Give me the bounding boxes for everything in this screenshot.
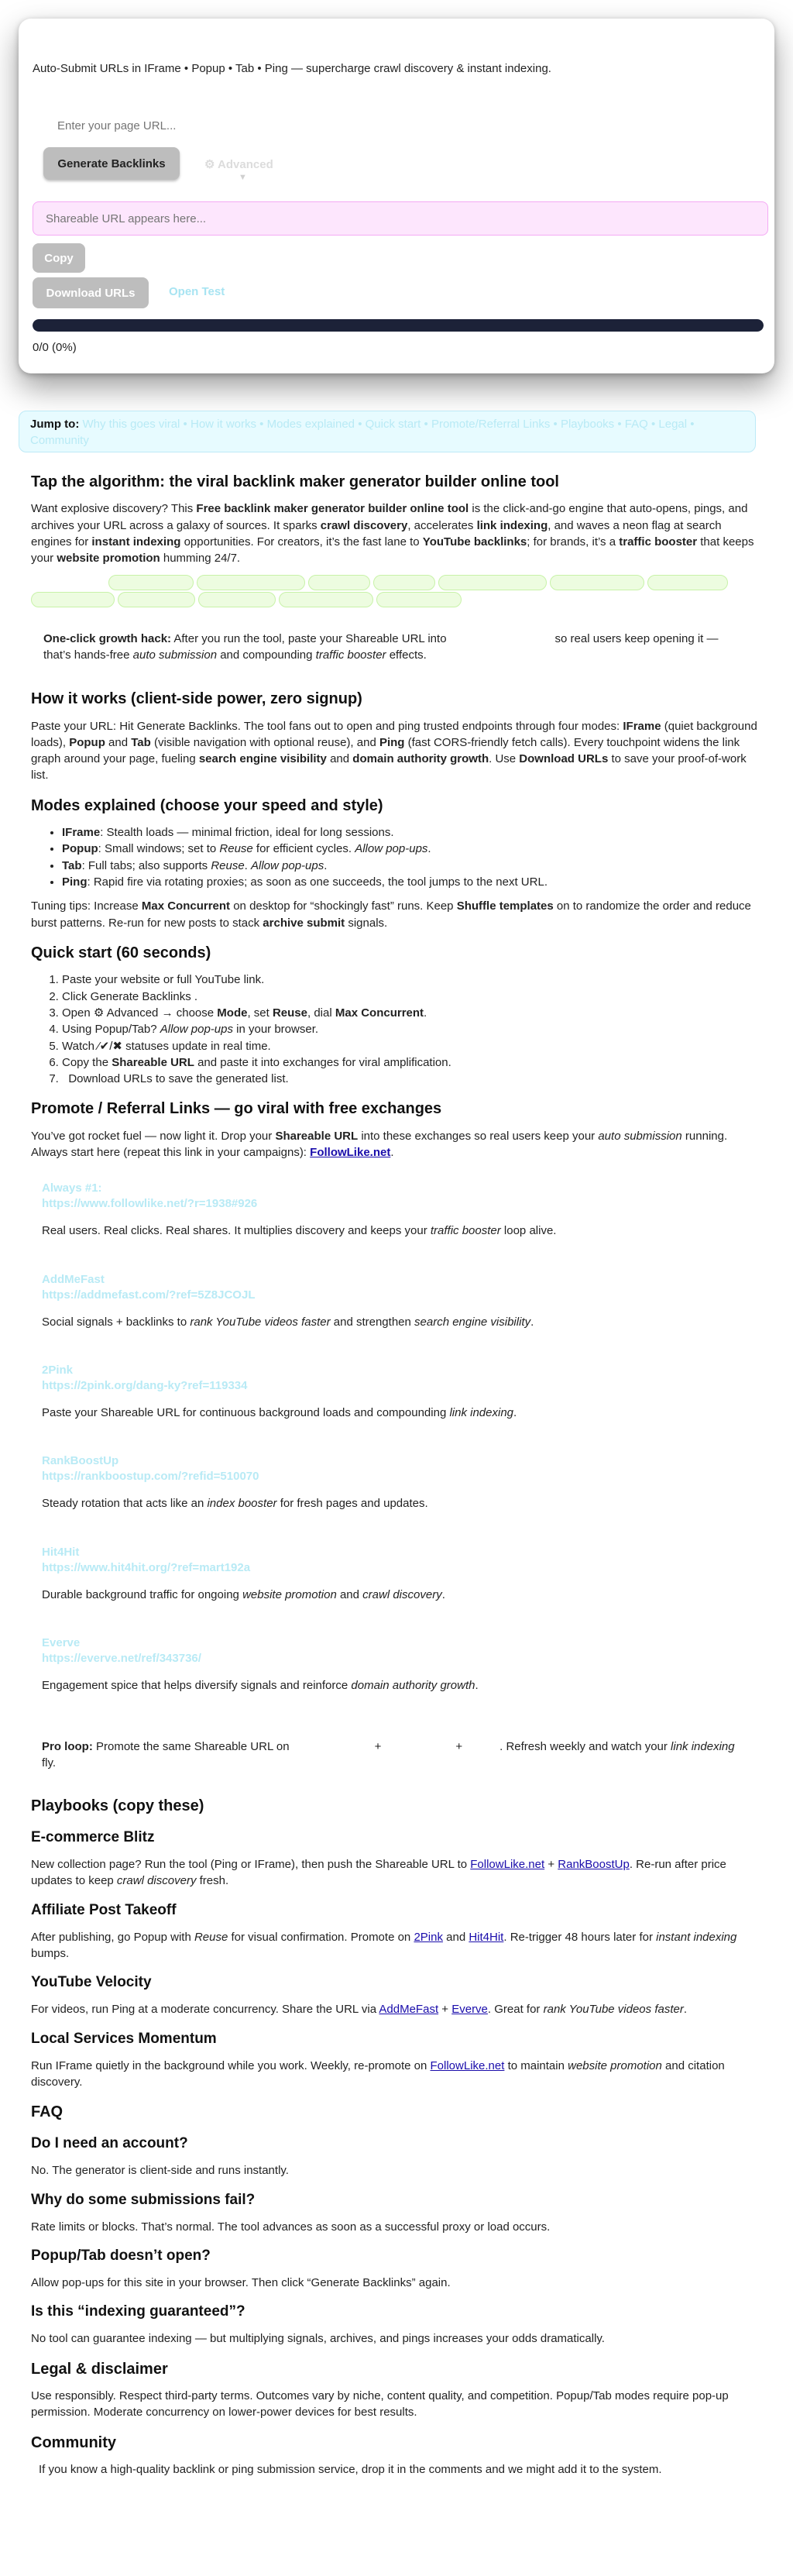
followlike-link[interactable]: FollowLike.net (430, 2058, 505, 2072)
2pink-link[interactable]: 2Pink (414, 1930, 443, 1944)
playbook-youtube-heading: YouTube Velocity (31, 1974, 152, 1991)
intro-paragraph: Want explosive discovery? This Free backlink maker generator builder online tool is the click-and-go engine that auto-opens, pings, and archives your URL across a galaxy of sources. It sparks crawl discovery, accelerates link indexing, and waves a neon flag at search engines for instant indexing opportunities. For creators, it’s the fast lane to YouTube backlinks; for brands, it’s a traffic booster that keeps your website promotion humming 24/7. (31, 502, 754, 566)
exchange-name: Hit4Hit (42, 1545, 80, 1559)
feature-pill (197, 575, 305, 590)
feature-pill (198, 592, 276, 607)
tuning-tips: Tuning tips: Increase Max Concurrent on desktop for “shockingly fast” runs. Keep Shuffle templates on to randomize the order and reduce burst patterns. Re-run for new posts to stack archive submit signals. (31, 899, 751, 930)
list-item: 4. Using Popup/Tab? Allow pop-ups in your browser. (62, 1021, 759, 1037)
exchange-description: Real users. Real clicks. Real shares. It multiplies discovery and keeps your traffic booster loop alive. (42, 1224, 557, 1238)
playbook-affiliate-text: After publishing, go Popup with Reuse for visual confirmation. Promote on 2Pink and Hit4Hit. Re-trigger 48 hours later for instant indexing bumps. (31, 1930, 737, 1960)
shareable-url-field[interactable] (33, 201, 768, 236)
list-item: 7. Download URLs to save the generated list. (62, 1071, 759, 1087)
promote-paragraph: You’ve got rocket fuel — now light it. Drop your Shareable URL into these exchanges so real users keep your auto submission running. Always start here (repeat this link in your campaigns): FollowLike.net. (31, 1129, 728, 1160)
playbook-local-heading: Local Services Momentum (31, 2030, 217, 2047)
how-heading: How it works (client-side power, zero signup) (31, 690, 362, 708)
exchange-link[interactable]: https://www.followlike.net/?r=1938#926 (42, 1197, 258, 1211)
feature-pill (550, 575, 644, 590)
feature-pill (647, 575, 728, 590)
exchange-name: 2Pink (42, 1363, 74, 1377)
exchange-card-followlike (31, 1168, 759, 1254)
exchange-card-2pink (31, 1350, 759, 1436)
jump-link-modes[interactable]: Modes explained (266, 418, 355, 431)
exchange-name: Everve (42, 1635, 81, 1649)
legal-heading: Legal & disclaimer (31, 2360, 168, 2378)
feature-pills (31, 575, 759, 609)
list-item: • Popup: Small windows; set to Reuse for efficient cycles. Allow pop-ups. (62, 841, 759, 857)
pro-loop-tip: Pro loop: Promote the same Shareable URL on + + . Refresh weekly and watch your link indexing fly. (42, 1740, 735, 1770)
exchange-name: Always #1: (42, 1181, 102, 1195)
jump-link-community[interactable]: Community (30, 434, 89, 447)
playbooks-heading: Playbooks (copy these) (31, 1797, 204, 1814)
exchange-name: AddMeFast (42, 1272, 105, 1286)
exchange-name: RankBoostUp (42, 1454, 119, 1468)
exchange-description: Steady rotation that acts like an index booster for fresh pages and updates. (42, 1497, 428, 1511)
exchange-link[interactable]: https://2pink.org/dang-ky?ref=119334 (42, 1378, 248, 1392)
jump-link-quick-start[interactable]: Quick start (365, 418, 421, 431)
exchange-card-addmefast (31, 1260, 759, 1346)
download-urls-button[interactable]: Download URLs (33, 277, 149, 308)
list-item: 1. Paste your website or full YouTube link. (62, 972, 759, 988)
generate-backlinks-button[interactable]: Generate Backlinks (43, 147, 180, 180)
progress-bar (33, 319, 764, 332)
feature-pill (308, 575, 370, 590)
chevron-down-icon[interactable]: ▼ (239, 173, 247, 182)
intro-heading: Tap the algorithm: the viral backlink maker generator builder online tool (31, 473, 559, 490)
feature-pill (108, 575, 194, 590)
jump-link-how-it-works[interactable]: How it works (190, 418, 256, 431)
faq-answer: No tool can guarantee indexing — but multiplying signals, archives, and pings increases your odds dramatically. (31, 2332, 605, 2346)
rankboostup-link[interactable]: RankBoostUp (558, 1858, 630, 1872)
how-paragraph: Paste your URL: Hit Generate Backlinks. The tool fans out to open and ping trusted endpoints through four modes: IFrame (quiet background loads), Popup and Tab (visible navigation with optional reuse), and Ping (fast CORS-friendly fetch calls). Every touchpoint widens the link graph around your page, fueling search engine visibility and domain authority growth. Use Download URLs to save your proof-of-work list. (31, 719, 757, 782)
feature-pill (31, 592, 115, 607)
jump-link-playbooks[interactable]: Playbooks (560, 418, 615, 431)
list-item: • Tab: Full tabs; also supports Reuse. Allow pop-ups. (62, 858, 759, 874)
list-item: • IFrame: Stealth loads — minimal friction, ideal for long sessions. (62, 824, 759, 841)
exchange-card-hit4hit (31, 1532, 759, 1618)
exchange-card-rankboostup (31, 1441, 759, 1527)
growth-hack-tip: One-click growth hack: After you run the tool, paste your Shareable URL into so real users keep opening it — that’s hands-free auto submission and compounding traffic booster effects. (43, 631, 719, 662)
tool-card (19, 19, 774, 373)
faq-answer: Allow pop-ups for this site in your browser. Then click “Generate Backlinks” again. (31, 2275, 451, 2289)
progress-text: 0/0 (0%) (33, 341, 77, 354)
faq-question: Do I need an account? (31, 2135, 188, 2152)
exchange-link[interactable]: https://www.hit4hit.org/?ref=mart192a (42, 1560, 251, 1574)
modes-heading: Modes explained (choose your speed and style) (31, 796, 383, 814)
copy-button[interactable]: Copy (33, 243, 85, 273)
list-item: 6. Copy the Shareable URL and paste it into exchanges for viral amplification. (62, 1054, 759, 1071)
playbook-ecommerce-heading: E-commerce Blitz (31, 1829, 155, 1846)
feature-pill (376, 592, 462, 607)
article-content (31, 460, 759, 2485)
addmefast-link[interactable]: AddMeFast (379, 2003, 439, 2017)
followlike-link[interactable]: FollowLike.net (470, 1858, 545, 1872)
everve-link[interactable]: Everve (451, 2003, 488, 2017)
exchange-link[interactable]: https://rankboostup.com/?refid=510070 (42, 1470, 259, 1484)
feature-pill (373, 575, 435, 590)
community-text: If you know a high-quality backlink or ping submission service, drop it in the comments and we might add it to the system. (39, 2462, 662, 2476)
jump-link-promote[interactable]: Promote/Referral Links (431, 418, 551, 431)
tool-tagline: Auto-Submit URLs in IFrame • Popup • Tab • Ping — supercharge crawl discovery & instant indexing. (33, 62, 551, 75)
faq-answer: No. The generator is client-side and runs instantly. (31, 2164, 289, 2178)
quick-start-heading: Quick start (60 seconds) (31, 944, 211, 961)
quick-start-steps (31, 972, 759, 1087)
playbook-affiliate-heading: Affiliate Post Takeoff (31, 1901, 177, 1918)
open-test-link[interactable]: Open Test (169, 285, 225, 298)
jump-label: Jump to: (30, 418, 80, 431)
list-item: 3. Open ⚙ Advanced → choose Mode, set Reuse, dial Max Concurrent. (62, 1005, 759, 1021)
playbook-youtube-text: For videos, run Ping at a moderate concurrency. Share the URL via AddMeFast + Everve. Great for rank YouTube videos faster. (31, 2003, 688, 2017)
list-item: • Ping: Rapid fire via rotating proxies; as soon as one succeeds, the tool jumps to the next URL. (62, 874, 759, 890)
exchange-card-everve (31, 1623, 759, 1709)
exchange-description: Paste your Shareable URL for continuous background loads and compounding link indexing. (42, 1405, 517, 1419)
jump-link-legal[interactable]: Legal (658, 418, 688, 431)
feature-pill (438, 575, 547, 590)
community-heading: Community (31, 2433, 116, 2451)
playbook-local-text: Run IFrame quietly in the background while you work. Weekly, re-promote on FollowLike.net to maintain website promotion and citation discovery. (31, 2058, 725, 2089)
list-item: 5. Watch ⁄✔/✖ statuses update in real time. (62, 1038, 759, 1054)
exchange-link[interactable]: https://everve.net/ref/343736/ (42, 1651, 201, 1665)
exchange-description: Social signals + backlinks to rank YouTube videos faster and strengthen search engine visibility. (42, 1315, 534, 1329)
feature-pill (279, 592, 373, 607)
list-item: 2. Click Generate Backlinks . (62, 989, 759, 1005)
advanced-toggle[interactable]: ⚙ Advanced (204, 158, 273, 171)
faq-question: Popup/Tab doesn’t open? (31, 2248, 211, 2265)
jump-to-nav: Jump to: Why this goes viral • How it works • Modes explained • Quick start • Promote/Referral Links • Playbooks • FAQ • Legal • Community (19, 411, 756, 452)
playbook-ecommerce-text: New collection page? Run the tool (Ping or IFrame), then push the Shareable URL to FollowLike.net + RankBoostUp. Re-run after price updates to keep crawl discovery fresh. (31, 1858, 726, 1888)
faq-question: Is this “indexing guaranteed”? (31, 2303, 245, 2320)
page-url-input[interactable] (56, 110, 350, 141)
modes-list (31, 824, 759, 890)
promote-heading: Promote / Referral Links — go viral with free exchanges (31, 1100, 442, 1118)
followlike-link[interactable]: FollowLike.net (310, 1146, 391, 1160)
exchange-description: Engagement spice that helps diversify signals and reinforce domain authority growth. (42, 1678, 479, 1692)
jump-link-why-viral[interactable]: Why this goes viral (82, 418, 180, 431)
legal-text: Use responsibly. Respect third-party terms. Outcomes vary by niche, content quality, and competition. Popup/Tab modes require pop-up permission. Moderate concurrency on lower-power devices for best results. (31, 2389, 729, 2420)
status-icons: ⁄✔/✖ (98, 1039, 122, 1053)
faq-answer: Rate limits or blocks. That’s normal. The tool advances as soon as a successful proxy or load occurs. (31, 2220, 551, 2234)
progress-bar-fill (33, 319, 764, 332)
hit4hit-link[interactable]: Hit4Hit (469, 1930, 504, 1944)
exchange-description: Durable background traffic for ongoing website promotion and crawl discovery. (42, 1587, 445, 1601)
feature-pill (118, 592, 195, 607)
faq-question: Why do some submissions fail? (31, 2191, 256, 2208)
faq-heading: FAQ (31, 2103, 64, 2121)
exchange-link[interactable]: https://addmefast.com/?ref=5Z8JCOJL (42, 1288, 256, 1302)
jump-link-faq[interactable]: FAQ (624, 418, 648, 431)
